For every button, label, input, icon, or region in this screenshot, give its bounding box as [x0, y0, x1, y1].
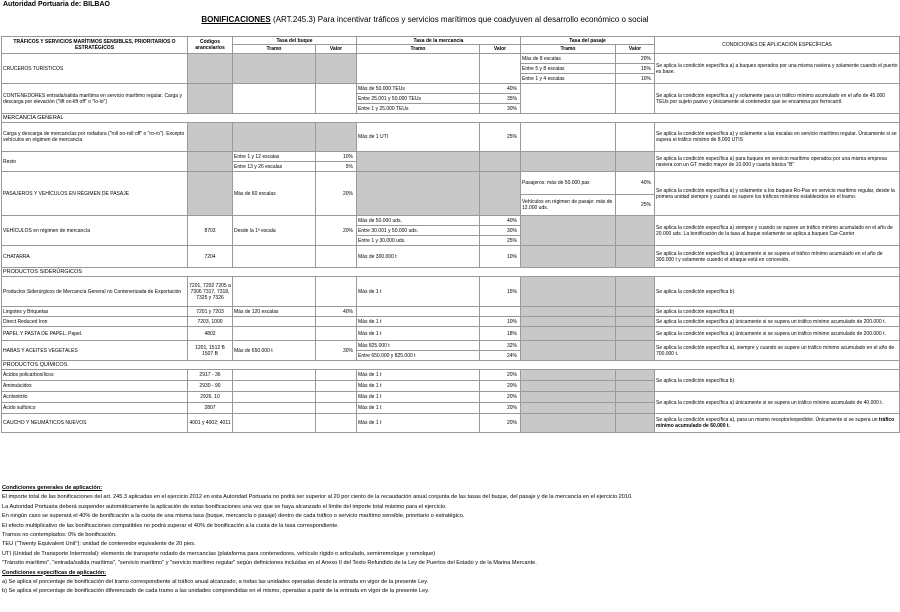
- tramo-cell: Más de 1 t: [357, 381, 480, 392]
- tramo-cell: Entre 1 y 25.000 TEUs: [357, 104, 480, 114]
- table-row: [2, 216, 900, 226]
- tramo-cell: Vehículos en régimen de pasaje: más de 12.000 uds.: [521, 195, 616, 216]
- row-name: CONTENEDORES entrada/salida marítima en servicio marítimo regular. Carga y descarga por elevación ("lift on-lift off" o "lo-lo"): [2, 84, 188, 114]
- condition-cell: Se aplica la condición específica a) siempre y cuando se supere un tráfico mínimo acumulado en el año de 20.000 uds. La bonificación de la tasa al buque solamente se aplica a buques Car-Carrier: [655, 216, 900, 246]
- code-cell: 7204: [188, 246, 233, 268]
- section-row: [2, 268, 900, 277]
- tramo-cell: Más de 650.000 t: [233, 341, 316, 361]
- row-name: CAUCHO Y NEUMÁTICOS NUEVOS: [2, 414, 188, 433]
- row-name: VEHÍCULOS en régimen de mercancía: [2, 216, 188, 246]
- tramo-cell: Más de 300.000 t: [357, 246, 480, 268]
- tramo-cell: Entre 650.000 y 825.000 t: [357, 351, 480, 361]
- code-cell: 7201, 7202 7205 a 7306 7317, 7318, 7325 y 7326: [188, 277, 233, 307]
- col-mercancia: Tasa de la mercancía: [357, 37, 521, 45]
- valor-cell: 10%: [316, 152, 357, 162]
- table-row: [2, 54, 900, 64]
- note: Tramos no contemplados: 0% de bonificación.: [2, 531, 117, 538]
- notes-section: [2, 486, 848, 599]
- valor-cell: 24%: [480, 351, 521, 361]
- table-row: [2, 123, 900, 152]
- valor-cell: 10%: [616, 74, 655, 84]
- tramo-cell: Más de 50.000 TEUs: [357, 84, 480, 94]
- row-name: Direct Reduced Iron: [2, 317, 188, 327]
- table-row: [2, 370, 900, 381]
- code-cell: 8703: [188, 216, 233, 246]
- condition-cell: Se aplica la condición específica a) y solamente a las escalas en servicio marítimo regular. Únicamente si se supera el tráfico mínimo de 8.000 UTIS: [655, 123, 900, 152]
- tramo-cell: Entre 30.001 y 50.000 uds.: [357, 226, 480, 236]
- row-name: Resto: [2, 152, 188, 172]
- page-title: [0, 15, 850, 24]
- valor-cell: 18%: [480, 327, 521, 341]
- valor-cell: 20%: [480, 414, 521, 433]
- table-row: [2, 152, 900, 162]
- valor-cell: 20%: [480, 370, 521, 381]
- note: La Autoridad Portuaria deberá suspender automáticamente la aplicación de estas bonificaciones una vez que se haya alcanzado el límite del importe total máximo para el ejercicio.: [2, 503, 447, 510]
- table-row: [2, 317, 900, 327]
- table-row: [2, 277, 900, 307]
- tramo-cell: Entre 1 y 4 escalas: [521, 74, 616, 84]
- section-label: MERCANCÍA GENERAL: [2, 114, 900, 123]
- table-row: [2, 246, 900, 268]
- title-art: (ART.245.3): [272, 15, 316, 24]
- tramo-cell: Más de 1 t: [357, 317, 480, 327]
- col-mercancia-valor: Valor: [480, 45, 521, 54]
- tramo-cell: Más de 1 t: [357, 277, 480, 307]
- col-buque-tramo: Tramo: [233, 45, 316, 54]
- valor-cell: 25%: [616, 195, 655, 216]
- col-pasaje-valor: Valor: [616, 45, 655, 54]
- col-pasaje-tramo: Tramo: [521, 45, 616, 54]
- valor-cell: 40%: [480, 84, 521, 94]
- valor-cell: 32%: [480, 341, 521, 351]
- valor-cell: 20%: [316, 216, 357, 246]
- tramo-cell: Entre 25.001 y 50.000 TEUs: [357, 94, 480, 104]
- tramo-cell: Entre 1 y 30.000 uds.: [357, 236, 480, 246]
- table-row: [2, 307, 900, 317]
- table-row: [2, 172, 900, 195]
- table-row: [2, 327, 900, 341]
- tramo-cell: Más de 60 escalas: [233, 172, 316, 216]
- col-buque: Tasa del buque: [233, 37, 357, 45]
- valor-cell: 40%: [616, 172, 655, 195]
- valor-cell: 30%: [316, 341, 357, 361]
- tramo-cell: Pasajeros: más de 50.000 pax: [521, 172, 616, 195]
- code-cell: 4001 y 4002; 4011: [188, 414, 233, 433]
- col-codigos: Códigos arancelarios: [188, 37, 233, 54]
- tramo-cell: Entre 5 y 8 escalas: [521, 64, 616, 74]
- condition-cell: Se aplica la condición específica a) a buques operados por una misma naviera y solamente cuando el puerto es base.: [655, 54, 900, 84]
- condition-cell: Se aplica la condición específica b): [655, 277, 900, 307]
- section-label: PRODUCTOS QUÍMICOS: [2, 361, 900, 370]
- valor-cell: 30%: [480, 226, 521, 236]
- col-buque-valor: Valor: [316, 45, 357, 54]
- tramo-cell: Más de 120 escalas: [233, 307, 316, 317]
- row-name: Acrilonitrilo: [2, 392, 188, 403]
- valor-cell: 10%: [480, 246, 521, 268]
- valor-cell: 10%: [480, 317, 521, 327]
- valor-cell: 15%: [616, 64, 655, 74]
- valor-cell: 20%: [480, 381, 521, 392]
- condition-cell: Se aplica la condición específica a) únicamente si se supera un tráfico mínimo acumulado de 200.000 t.: [655, 327, 900, 341]
- condition-cell: Se aplica la condición específica b): [655, 370, 900, 392]
- valor-cell: 20%: [316, 172, 357, 216]
- col-condiciones: CONDICIONES DE APLICACIÓN ESPECÍFICAS: [655, 37, 900, 54]
- tramo-cell: Más de 1 t: [357, 392, 480, 403]
- code-cell: 2807: [188, 403, 233, 414]
- col-mercancia-tramo: Tramo: [357, 45, 480, 54]
- table-row: [2, 84, 900, 94]
- condition-cell: Se aplica la condición específica a) únicamente si se supera un tráfico mínimo acumulado de 40.000 t.: [655, 392, 900, 414]
- condition-cell: Se aplica la condición específica a) para buques en servicio marítimo operados por una misma empresa naviera con un GT medio mayor de 10.000 y cuarta básica "B": [655, 152, 900, 172]
- condition-cell: Se aplica la condición específica b): [655, 307, 900, 317]
- col-pasaje: Tasa del pasaje: [521, 37, 655, 45]
- title-bold: BONIFICACIONES: [201, 15, 271, 24]
- valor-cell: 35%: [480, 94, 521, 104]
- condition-bold: tráfico mínimo acumulado de 60.000 t.: [656, 417, 895, 429]
- note: El importe total de las bonificaciones del art. 245.3 aplicadas en el ejercicio 2012 en esta Autoridad Portuaria no podrá ser superior al 20 por ciento de la recaudación anual conjunta de las tasas del buque, del pasaje y de la mercancía en el ejercicio 2010.: [2, 494, 633, 501]
- condition-cell: Se aplica la condición específica a), siempre y cuando se supere un tráfico mínimo acumulado en el año de 700.000 t.: [655, 341, 900, 361]
- table-row: [2, 341, 900, 351]
- row-name: PASAJEROS Y VEHÍCULOS EN RÉGIMEN DE PASAJE: [2, 172, 188, 216]
- section-label: PRODUCTOS SIDERÚRGICOS: [2, 268, 900, 277]
- section-row: [2, 114, 900, 123]
- valor-cell: 40%: [480, 216, 521, 226]
- valor-cell: 15%: [480, 277, 521, 307]
- row-name: Aminoácidos: [2, 381, 188, 392]
- valor-cell: 25%: [480, 236, 521, 246]
- specific-conditions-heading: Condiciones específicas de aplicación:: [2, 569, 107, 576]
- tramo-cell: Más de 8 escalas: [521, 54, 616, 64]
- code-cell: 4802: [188, 327, 233, 341]
- code-cell: 1201, 1512 B 1507 B: [188, 341, 233, 361]
- row-name: Carga y descarga de mercancías por rodadura ("roll on-roll off" o "ro-ro"). Excepto vehículos en régimen de mercancía: [2, 123, 188, 152]
- condition-cell: Se aplica la condición específica a) únicamente si se supera un tráfico mínimo acumulado de 200.000 t.: [655, 317, 900, 327]
- condition-cell: Se aplica la condición específica a) y solamente para un tráfico mínimo acumulado en el año de 45.000 TEUs por sujeto pasivo y únicamente al contenedor que se encamina por ferrocarril.: [655, 84, 900, 114]
- valor-cell: 40%: [316, 307, 357, 317]
- note: UTI (Unidad de Transporte Intermodal): elemento de transporte rodado de mercancías (plataforma para contenedores, vehículo rígido o articulado, semirremolque y remolque): [2, 550, 436, 557]
- valor-cell: 20%: [616, 54, 655, 64]
- title-rest: Para incentivar tráficos y servicios marítimos que coadyuven al desarrollo económico o social: [317, 15, 649, 24]
- condition-text: Se aplica la condición específica a), para un mismo receptor/expedidor. Únicamente si se supera un: [656, 417, 878, 423]
- note: El efecto multiplicativo de las bonificaciones compatibles no podrá superar el 40% de bonificación a la cuota de la tasa correspondiente.: [2, 522, 339, 529]
- row-name: CHATARRA: [2, 246, 188, 268]
- code-cell: 2917 - 36: [188, 370, 233, 381]
- row-name: Ácido sulfúrico: [2, 403, 188, 414]
- note: a) Se aplica el porcentaje de bonificación del tramo correspondiente al tráfico anual alcanzado, a todas las unidades operadas desde la entrada en vigor de la presente Ley.: [2, 578, 429, 585]
- tramo-cell: Más de 1 t: [357, 414, 480, 433]
- code-cell: 2930 - 90: [188, 381, 233, 392]
- table-row: [2, 414, 900, 433]
- valor-cell: 5%: [316, 162, 357, 172]
- tramo-cell: Entre 1 y 12 escalas: [233, 152, 316, 162]
- row-name: Productos Siderúrgicos de Mercancía General no Contenerizada de Exportación: [2, 277, 188, 307]
- general-conditions-heading: Condiciones generales de aplicación:: [2, 485, 103, 491]
- note: TEU ("Twenty Equivalent Unit"): unidad de contenedor equivalente de 20 pies.: [2, 541, 196, 548]
- tramo-cell: Más de 1 t: [357, 370, 480, 381]
- row-name: Ácidos policarboxílicos: [2, 370, 188, 381]
- table-row: [2, 392, 900, 403]
- condition-cell: Se aplica la condición específica a) y solamente a los buques Ro-Pax en servicio marítimo regular, desde la primera unidad siempre y cuando se supere los tráficos mínimos establecidos en el tramo.: [655, 172, 900, 216]
- valor-cell: 20%: [480, 403, 521, 414]
- note: b) Se aplica el porcentaje de bonificación diferenciado de cada tramo a las unidades comprendidas en el mismo, operadas a partir de la entrada en vigor de la presente Ley.: [2, 588, 430, 595]
- tramo-cell: Más de 1 t: [357, 403, 480, 414]
- code-cell: 7203, 1000: [188, 317, 233, 327]
- valor-cell: 20%: [480, 392, 521, 403]
- tramo-cell: Entre 13 y 26 escalas: [233, 162, 316, 172]
- condition-cell: Se aplica la condición específica a) únicamente si se supera el tráfico mínimo acumulado en el año de 300.000 t y solamente cuando el atraque está en concesión.: [655, 246, 900, 268]
- note: "Tránsito marítimo", "entrada/salida marítima", "servicio marítimo" y "servicio marítimo regular" según definiciones incluidas en el Anexo II del Texto Refundido de la Ley de Puertos del Estado y de la Marina Mercante.: [2, 560, 537, 567]
- tramo-cell: Desde la 1ª escala: [233, 216, 316, 246]
- condition-cell: [655, 414, 900, 433]
- note: En ningún caso se superará el 40% de bonificación a la cuota de una misma tasa (buque, mercancía o pasaje) dentro de cada tráfico o servicio marítimo sensible, prioritario o estratégico.: [2, 513, 465, 520]
- code-cell: 7201 y 7203: [188, 307, 233, 317]
- col-traficos: TRÁFICOS Y SERVICIOS MARÍTIMOS SENSIBLES, PRIORITARIOS O ESTRATÉGICOS: [2, 37, 188, 54]
- valor-cell: 25%: [480, 123, 521, 152]
- row-name: HABAS Y ACEITES VEGETALES: [2, 341, 188, 361]
- row-name: PAPEL Y PASTA DE PAPEL. Papel.: [2, 327, 188, 341]
- tramo-cell: Más de 1 UTI: [357, 123, 480, 152]
- row-name: Lingotes y Briquetas: [2, 307, 188, 317]
- port-authority-header: Autoridad Portuaria de: BILBAO: [3, 1, 110, 8]
- section-row: [2, 361, 900, 370]
- code-cell: 2926. 10: [188, 392, 233, 403]
- bonificaciones-table: [1, 36, 900, 433]
- row-name: CRUCEROS TURÍSTICOS: [2, 54, 188, 84]
- tramo-cell: Más de 1 t: [357, 327, 480, 341]
- valor-cell: 30%: [480, 104, 521, 114]
- tramo-cell: Más de 50.000 uds.: [357, 216, 480, 226]
- tramo-cell: Más 825.000 t: [357, 341, 480, 351]
